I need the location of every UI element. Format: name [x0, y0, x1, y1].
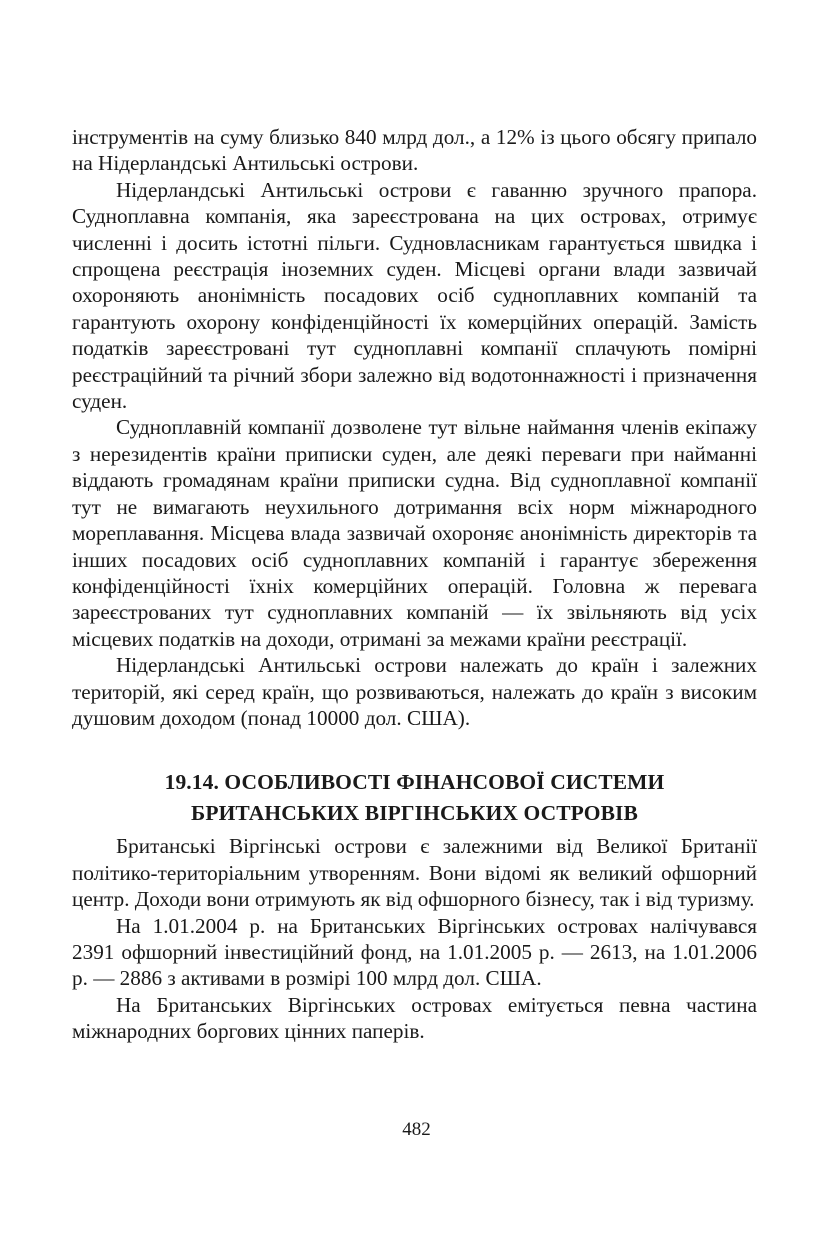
paragraph-bvi-securities: На Британських Віргінських островах емітується певна частина міжнародних боргових цінних паперів.	[72, 992, 757, 1044]
section-heading-line-1: 19.14. ОСОБЛИВОСТІ ФІНАНСОВОЇ СИСТЕМИ	[164, 770, 665, 795]
page-body	[72, 124, 757, 1045]
section-heading-line-2: БРИТАНСЬКИХ ВІРГІНСЬКИХ ОСТРОВІВ	[191, 801, 638, 826]
paragraph-continuation: інструментів на суму близько 840 млрд дол., а 12% із цього обсягу припало на Нідерландські Антильські острови.	[72, 125, 757, 176]
paragraph-crew-hiring: Судноплавній компанії дозволене тут вільне наймання членів екіпажу з нерезидентів країни приписки суден, але деякі переваги при найманні віддають громадянам країни приписки судна. Від судноплавної компанії тут не вимагають неухильного дотримання всіх норм міжнародного мореплавання. Місцева влада зазвичай охороняє анонімність директорів та інших посадових осіб судноплавних компаній і гарантує збереження конфіденційності їхніх комерційних операцій. Головна ж перевага зареєстрованих тут судноплавних компаній — їх звільняють від усіх місцевих податків на доходи, отримані за межами країни реєстрації.	[72, 415, 757, 651]
paragraph-income-group: Нідерландські Антильські острови належать до країн і залежних територій, які серед країн, що розвиваються, належать до країн з високим душовим доходом (понад 10000 дол. США).	[72, 653, 757, 730]
paragraph-flag-of-convenience: Нідерландські Антильські острови є гаванню зручного прапора. Судноплавна компанія, яка зареєстрована на цих островах, отримує численні і досить істотні пільги. Судновласникам гарантується швидка і спрощена реєстрація іноземних суден. Місцеві органи влади зазвичай охороняють анонімність посадових осіб судноплавних компаній та гарантують охорону конфіденційності їх комерційних операцій. Замість податків зареєстровані тут судноплавні компанії сплачують помірні реєстраційний та річний збори залежно від водотоннажності і призначення суден.	[72, 177, 757, 414]
page-number: 482	[402, 1119, 431, 1140]
paragraph-bvi-funds: На 1.01.2004 р. на Британських Віргінських островах налічувався 2391 офшорний інвестиційний фонд, на 1.01.2005 р. — 2613, на 1.01.2006 р. — 2886 з активами в розмірі 100 млрд дол. США.	[72, 913, 757, 991]
paragraph-bvi-overview: Британські Віргінські острови є залежними від Великої Британії політико-територіальним утворенням. Вони відомі як великий офшорний центр. Доходи вони отримують як від офшорного бізнесу, так і від туризму.	[72, 834, 757, 912]
section-heading	[72, 767, 757, 829]
